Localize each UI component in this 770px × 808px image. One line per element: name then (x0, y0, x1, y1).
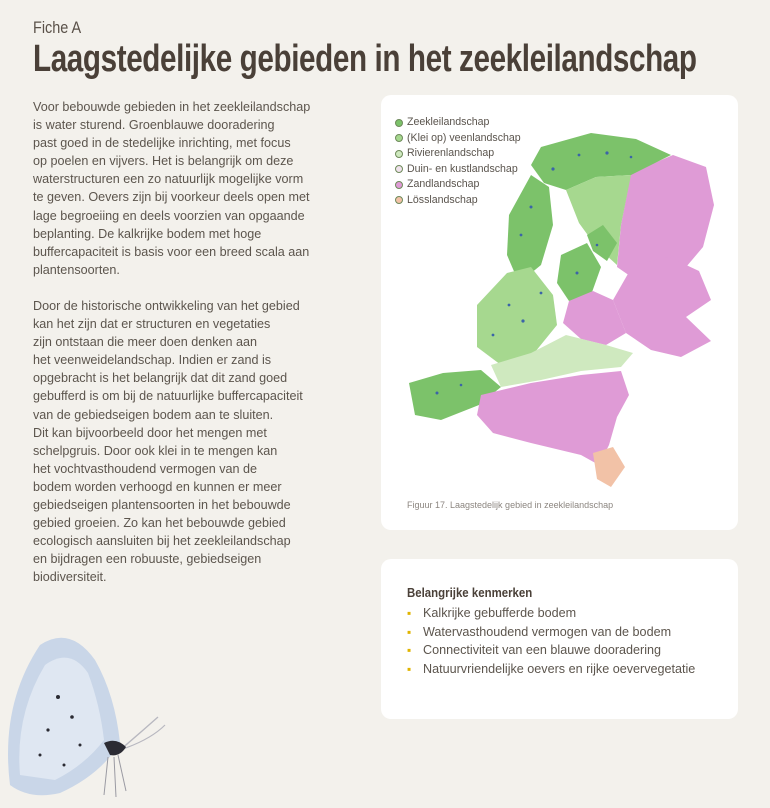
legend-swatch-icon (395, 181, 403, 189)
legend-swatch-icon (395, 196, 403, 204)
legend-item-zand (395, 177, 521, 193)
list-item (407, 604, 727, 623)
bullet-icon: ▪ (407, 643, 412, 657)
legend-swatch-icon (395, 134, 403, 142)
bullet-icon: ▪ (407, 624, 412, 639)
legend-swatch-icon (395, 165, 403, 173)
legend-item-duin (395, 162, 521, 178)
legend-label: Rivierenlandschap (407, 147, 495, 159)
kenmerken-card (381, 559, 738, 719)
legend-item-rivieren (395, 146, 521, 162)
legend-item-loss (395, 193, 521, 209)
body-text (33, 98, 348, 604)
map-legend (395, 115, 521, 208)
list-item-text: Watervasthoudend vermogen van de bodem (423, 624, 672, 639)
kenmerken-title: Belangrijke kenmerken (407, 585, 533, 600)
bullet-icon: ▪ (407, 661, 412, 676)
list-item-text: Kalkrijke gebufferde bodem (423, 606, 577, 620)
map-region-loss (593, 447, 625, 487)
legend-label: Zandlandschap (407, 178, 480, 190)
paragraph-2: Door de historische ontwikkeling van het gebied kan het zijn dat er structuren en vegetaties zijn ontstaan die meer doen denken aan het veenweidelandschap. Indien er zand is opgebracht is het belangrijk dat dit zand goed gebufferd is om bij de natuurlijke buffercapaciteit van de gebiedseigen bodem aan te sluiten. Dit kan bijvoorbeeld door het mengen met schelpgruis. Door ook klei in te mengen kan het vochtvasthoudend vermogen van de bodem worden verhoogd en kunnen er meer gebiedseigen plantensoorten in het bebouwde gebied groeien. Zo kan het bebouwde gebied ecologisch aansluiten bij het zeekleilandschap en bijdragen een robuuste, gebiedseigen biodiversiteit. (33, 298, 303, 585)
legend-item-zeeklei (395, 115, 521, 131)
list-item-text: Natuurvriendelijke oevers en rijke oevervegetatie (423, 661, 696, 676)
legend-label: Lösslandschap (407, 193, 478, 206)
kenmerken-list (407, 604, 727, 678)
list-item (407, 641, 727, 660)
paragraph-1: Voor bebouwde gebieden in het zeekleilandschap is water sturend. Groenblauwe dooradering past goed in de stedelijke inrichting, met focus op poelen en vijvers. Het is belangrijk om deze waterstructuren een zo natuurlijk mogelijke vorm te geven. Oevers zijn bij voorkeur deels open met lage begroeiing en deels voorzien van opgaande beplanting. De kalkrijke bodem met hoge buffercapaciteit is basis voor een breed scala aan plantensoorten. (33, 100, 311, 277)
legend-swatch-icon (395, 150, 403, 158)
map-card (381, 95, 738, 530)
legend-label: (Klei op) veenlandschap (407, 131, 521, 144)
list-item (407, 660, 727, 679)
list-item-text: Connectiviteit van een blauwe dooradering (423, 643, 662, 657)
legend-label: Duin- en kustlandschap (407, 162, 518, 175)
list-item (407, 623, 727, 642)
fiche-label: Fiche A (33, 18, 82, 37)
bullet-icon: ▪ (407, 606, 412, 620)
legend-label: Zeekleilandschap (407, 116, 490, 128)
legend-item-veen (395, 131, 521, 147)
butterfly-illustration (0, 625, 170, 805)
legend-swatch-icon (395, 119, 403, 127)
page-title: Laagstedelijke gebieden in het zeekleilandschap (33, 38, 697, 80)
map-caption: Figuur 17. Laagstedelijk gebied in zeekleilandschap (407, 500, 614, 510)
